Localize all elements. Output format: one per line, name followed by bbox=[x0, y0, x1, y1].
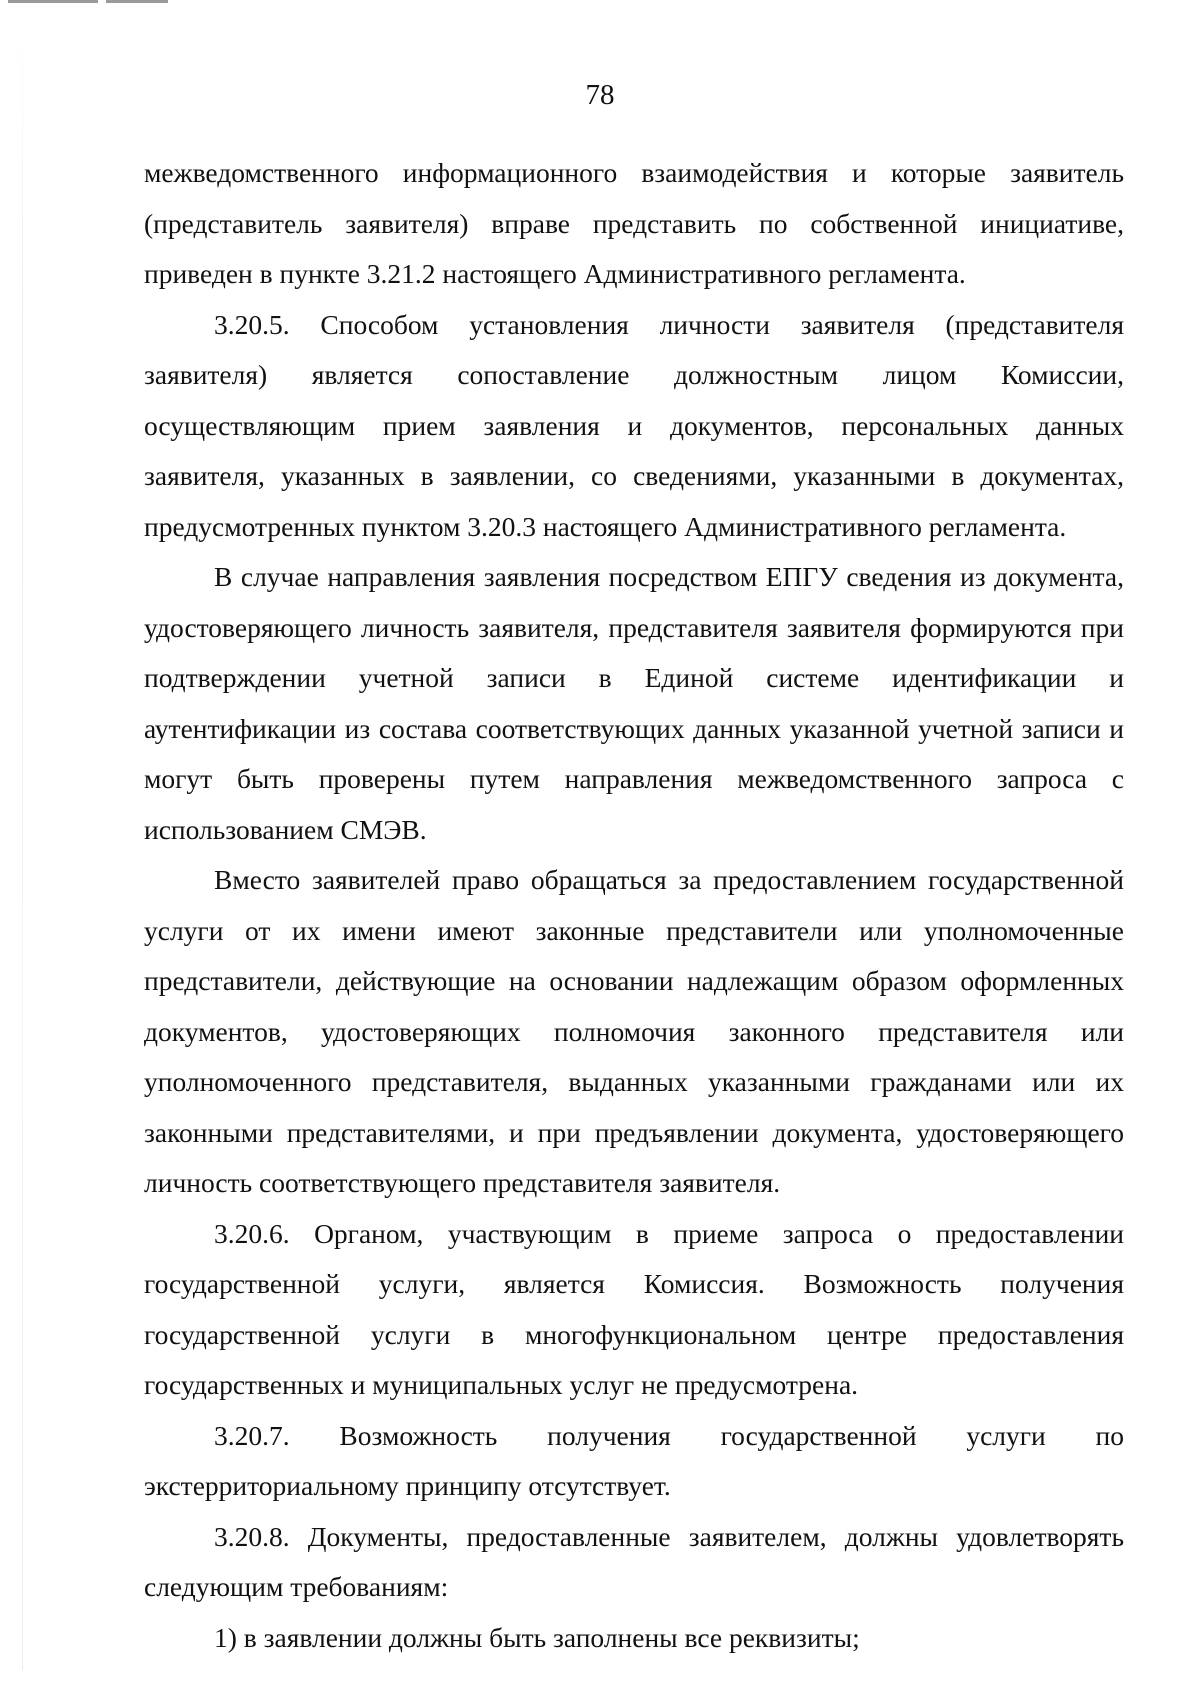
paragraph-3-20-8: 3.20.8. Документы, предоставленные заявителем, должны удовлетворять следующим требованиям: bbox=[144, 1520, 1124, 1602]
paragraph-representatives: Вместо заявителей право обращаться за предоставлением государственной услуги от их имени имеют законные представители или уполномоченные представители, действующие на основании надлежащим образом оформленных документов, удостоверяющих полномочия законного представителя или уполномоченного представителя, выданных указанными гражданами или их законными представителями, и при предъявлении документа, удостоверяющего личность соответствующего представителя заявителя. bbox=[144, 864, 1124, 1198]
document-body bbox=[144, 148, 1124, 1663]
scan-edge-mark bbox=[106, 0, 168, 3]
paragraph-3-20-6: 3.20.6. Органом, участвующим в приеме запроса о предоставлении государственной услуги, является Комиссия. Возможность получения государственной услуги в многофункциональном центре предоставления государственных и муниципальных услуг не предусмотрена. bbox=[144, 1217, 1124, 1400]
paragraph-3-20-7: 3.20.7. Возможность получения государственной услуги по экстерриториальному принципу отсутствует. bbox=[144, 1419, 1124, 1501]
paragraph-epgu: В случае направления заявления посредством ЕПГУ сведения из документа, удостоверяющего личность заявителя, представителя заявителя формируются при подтверждении учетной записи в Единой системе идентификации и аутентификации из состава соответствующих данных указанной учетной записи и могут быть проверены путем направления межведомственного запроса с использованием СМЭВ. bbox=[144, 561, 1124, 845]
paragraph-continuation: межведомственного информационного взаимодействия и которые заявитель (представитель заявителя) вправе представить по собственной инициативе, приведен в пункте 3.21.2 настоящего Административного регламента. bbox=[144, 157, 1124, 289]
scan-left-edge bbox=[22, 20, 23, 1670]
scan-edge-mark bbox=[8, 0, 98, 3]
list-item-1: 1) в заявлении должны быть заполнены все реквизиты; bbox=[214, 1621, 860, 1653]
page-number: 78 bbox=[585, 79, 615, 111]
paragraph-3-20-5: 3.20.5. Способом установления личности заявителя (представителя заявителя) является сопоставление должностным лицом Комиссии, осуществляющим прием заявления и документов, персональных данных заявителя, указанных в заявлении, со сведениями, указанными в документах, предусмотренных пунктом 3.20.3 настоящего Административного регламента. bbox=[144, 308, 1124, 542]
